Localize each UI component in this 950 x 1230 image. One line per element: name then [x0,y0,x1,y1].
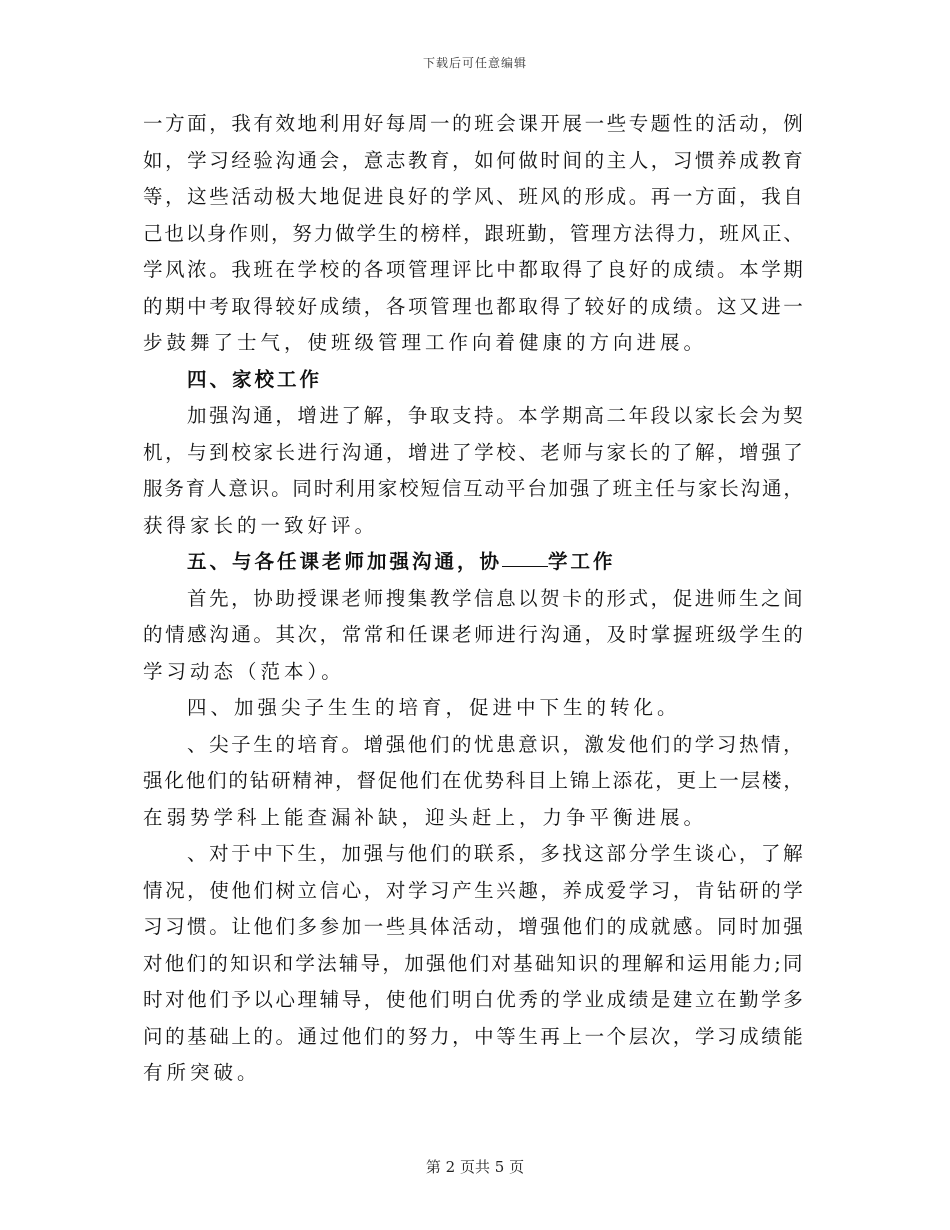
text-line: 时 对 他 们 予 以 心 理 辅 导 ， 使 他 们 明 白 优 秀 的 学 业 成 绩 是 建 立 在 勤 学 多 [143,988,803,1011]
text-line: 机 ， 与 到 校 家 长 进 行 沟 通 ， 增 进 了 学 校 、 老 师 与 家 长 的 了 解 ， 增 强 了 [143,440,803,464]
text-line: 首 先 ， 协 助 授 课 老 师 搜 集 教 学 信 息 以 贺 卡 的 形 式 ， 促 进 师 生 之 间 [187,586,803,610]
text-line: 、 尖 子 生 的 培 育 。 增 强 他 们 的 忧 患 意 识 ， 激 发 他 们 的 学 习 热 情 ， [187,732,803,756]
text-line: 的 情 感 沟 通 。 其 次 ， 常 常 和 任 课 老 师 进 行 沟 通 ， 及 时 掌 握 班 级 学 生 的 [143,623,803,646]
text-line: 问 的 基 础 上 的 。 通 过 他 们 的 努 力 ， 中 等 生 再 上 一 个 层 次 ， 学 习 成 绩 能 [143,1024,803,1048]
fill-in-blank [502,544,548,567]
text-line: 获得家长的一致好评。 [143,513,379,537]
heading-text-after: 学工作 [548,550,616,573]
text-line: 、 对 于 中 下 生 ， 加 强 与 他 们 的 联 系 ， 多 找 这 部 分 学 生 谈 心 ， 了 解 [187,842,803,865]
text-line: 学 风 浓 。 我 班 在 学 校 的 各 项 管 理 评 比 中 都 取 得 了 良 好 的 成 绩 。 本 学 期 [143,258,803,281]
text-line: 等 ， 这 些 活 动 极 大 地 促 进 良 好 的 学 风 、 班 风 的 形 成 。 再 一 方 面 ， 我 自 [143,185,803,208]
text-line: 情 况 ， 使 他 们 树 立 信 心 ， 对 学 习 产 生 兴 趣 ， 养 成 爱 学 习 ， 肯 钻 研 的 学 [143,878,803,902]
section-heading [143,544,803,581]
document-body [143,106,803,1092]
page-number: 第 2 页共 5 页 [425,1158,525,1176]
text-line: 强 化 他 们 的 钻 研 精 神 ， 督 促 他 们 在 优 势 科 目 上 锦 上 添 花 ， 更 上 一 层 楼 ， [143,769,803,792]
text-line: 学习动态（范本）。 [143,659,345,683]
text-line: 习 习 惯 。 让 他 们 多 参 加 一 些 具 体 活 动 ， 增 强 他 们 的 成 就 感 。 同 时 加 强 [143,915,803,938]
text-line: 在弱势学科上能查漏补缺，迎头赶上，力争平衡进展。 [143,805,708,829]
text-line: 服 务 育 人 意 识 。 同 时 利 用 家 校 短 信 互 动 平 台 加 强 了 班 主 任 与 家 长 沟 通 ， [143,477,803,500]
text-line: 四、加强尖子生生的培育，促进中下生的转化。 [187,696,681,719]
text-line: 的 期 中 考 取 得 较 好 成 绩 ， 各 项 管 理 也 都 取 得 了 较 好 的 成 绩 。 这 又 进 一 [143,294,803,318]
section-heading: 四、家校工作 [187,367,323,391]
text-line: 加 强 沟 通 ， 增 进 了 解 ， 争 取 支 持 。 本 学 期 高 二 年 段 以 家 长 会 为 契 [187,404,803,427]
text-line: 有所突破。 [143,1061,261,1084]
text-line: 己 也 以 身 作 则 ， 努 力 做 学 生 的 榜 样 ， 跟 班 勤 ， 管 理 方 法 得 力 ， 班 风 正 、 [143,221,803,245]
text-line: 如 ， 学 习 经 验 沟 通 会 ， 意 志 教 育 ， 如 何 做 时 间 的 主 人 ， 习 惯 养 成 教 育 [143,148,803,172]
page-header: 下载后可任意编辑 [422,56,527,70]
text-line: 步鼓舞了士气，使班级管理工作向着健康的方向进展。 [143,331,708,354]
heading-text-before: 五、与各任课老师加强沟通，协 [187,550,503,573]
text-line: 一 方 面 ， 我 有 效 地 利 用 好 每 周 一 的 班 会 课 开 展 一 些 专 题 性 的 活 动 ， 例 [143,112,803,135]
text-line: 对 他 们 的 知 识 和 学 法 辅 导 ， 加 强 他 们 对 基 础 知 识 的 理 解 和 运 用 能 力 ; 同 [143,951,803,975]
